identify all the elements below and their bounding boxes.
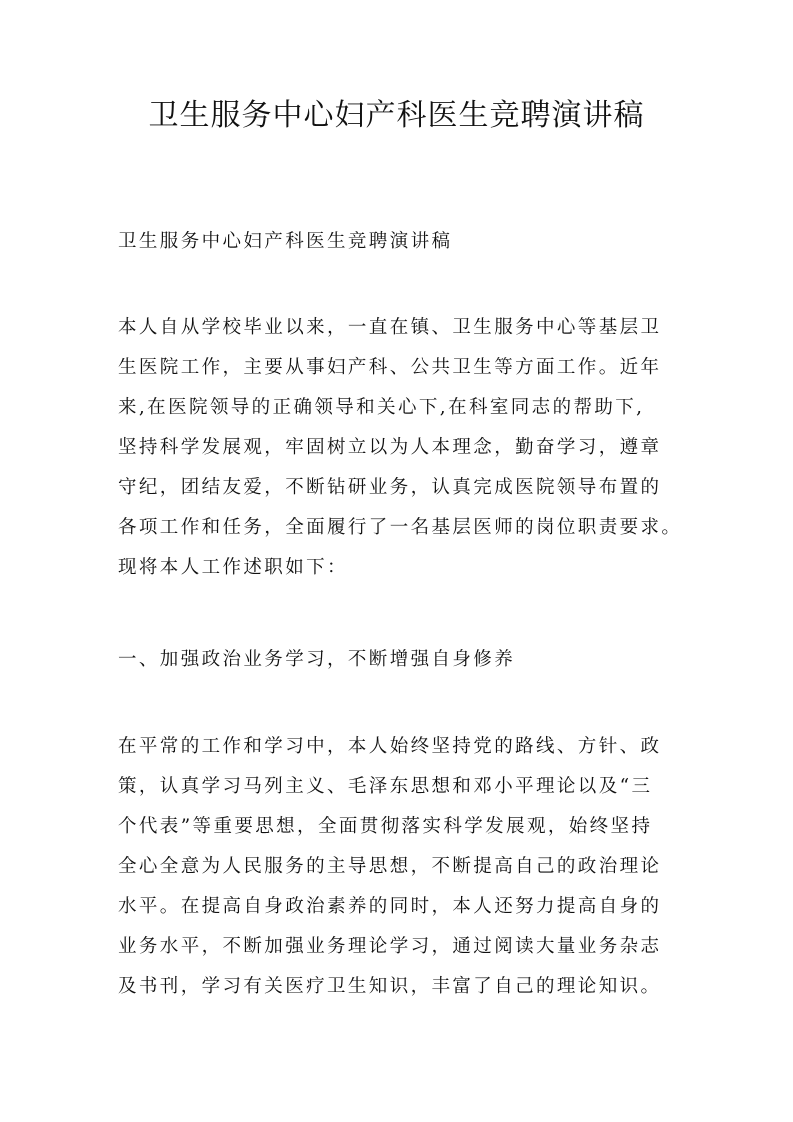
subtitle-line: 卫生服务中心妇产科医生竞聘演讲稿: [118, 231, 453, 252]
document-subtitle: [118, 222, 698, 262]
paragraph-line: 及书刊，学习有关医疗卫生知识，丰富了自己的理论知识。: [118, 976, 662, 997]
paragraph-line: 在平常的工作和学习中，本人始终坚持党的路线、方针、政: [118, 736, 662, 757]
paragraph-line: 水平。在提高自身政治素养的同时，本人还努力提高自身的: [118, 896, 662, 917]
section-heading: [118, 640, 698, 680]
paragraph-line: 业务水平，不断加强业务理论学习，通过阅读大量业务杂志: [118, 936, 662, 957]
document-title: 卫生服务中心妇产科医生竞聘演讲稿: [148, 98, 645, 133]
paragraph-line: 各项工作和任务，全面履行了一名基层医师的岗位职责要求。: [118, 517, 683, 538]
paragraph-line: 来,在医院领导的正确领导和关心下,在科室同志的帮助下,: [118, 397, 645, 418]
paragraph-line: 生医院工作，主要从事妇产科、公共卫生等方面工作。近年: [118, 357, 662, 378]
paragraph-line: 全心全意为人民服务的主导思想，不断提高自己的政治理论: [118, 856, 662, 877]
paragraph-line: 个代表”等重要思想，全面贯彻落实科学发展观，始终坚持: [118, 816, 653, 837]
section-paragraph: [118, 727, 698, 1007]
paragraph-line: 策，认真学习马列主义、毛泽东思想和邓小平理论以及“三: [118, 776, 653, 797]
paragraph-line: 现将本人工作述职如下：: [118, 557, 348, 578]
intro-paragraph: [118, 308, 698, 588]
paragraph-line: 坚持科学发展观，牢固树立以为人本理念，勤奋学习，遵章: [118, 437, 662, 458]
paragraph-line: 守纪，团结友爱，不断钻研业务，认真完成医院领导布置的: [118, 477, 662, 498]
section-heading-text: 一、加强政治业务学习，不断增强自身修养: [118, 649, 516, 670]
paragraph-line: 本人自从学校毕业以来，一直在镇、卫生服务中心等基层卫: [118, 317, 662, 338]
